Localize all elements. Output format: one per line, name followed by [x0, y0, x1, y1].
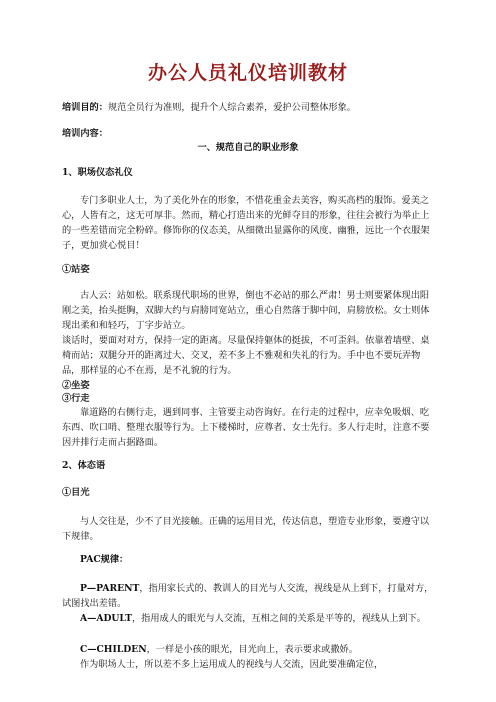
heading-1: 1、职场仪态礼仪 — [62, 167, 133, 178]
pac-adult-term: A—ADULT — [80, 613, 132, 624]
paragraph-1: 专门多职业人士，为了美化外在的形象，不惜花重金去美容，购买高档的服饰。爱美之心，人皆有之，这无可厚非。然而，精心打造出来的光鲜夺目的形象，往往会被行为举止上的一些差错而完全粉碎。修饰你的仪态美，从细微出显露你的风度、幽雅，远比一个衣服架子，更加赏心悦目！ — [62, 195, 430, 251]
heading-2: 2、体态语 — [62, 460, 106, 471]
goal-text: 规范全员行为准则，提升个人综合素养，爱护公司整体形象。 — [107, 102, 356, 113]
sub-heading-standing: ①站姿 — [62, 264, 90, 275]
goal-label: 培训目的： — [62, 102, 108, 113]
training-goal — [62, 100, 436, 115]
pac-parent — [62, 581, 436, 611]
pac-parent-text: ，指用家长式的、教训人的目光与人交流，视线是从上到下，打量对方，试图找出差错。 — [62, 583, 434, 609]
paragraph-5: 与人交往是，少不了目光接触。正确的运用目光，传达信息，塑造专业形象，要遵守以下规律。 — [62, 516, 430, 542]
pac-child — [62, 642, 436, 657]
paragraph-3: 谈话时，要面对对方，保持一定的距离。尽量保持躯体的挺拔，不可歪斜。依靠着墙壁、桌椅而站；双腿分开的距离过大、交叉，差不多上不雅观和失礼的行为。手中也不要玩弄物品，那样显的心不在焉，是不礼貌的行为。 — [62, 335, 430, 376]
section1-heading: 一、规范自己的职业形象 — [197, 142, 299, 153]
sub-heading-walking: ③行走 — [62, 393, 90, 404]
pac-adult-text: ，指用成人的眼光与人交流，互相之间的关系是平等的，视线从上到下。 — [131, 613, 426, 624]
sub-heading-sitting: ②坐姿 — [62, 380, 90, 391]
paragraph-4: 靠道路的右侧行走，遇到同事、主管要主动咨询好。在行走的过程中，应幸免吸烟、吃东西、吹口哨、整理衣服等行为。上下楼梯时，应尊者、女士先行。多人行走时，注意不要因并排行走而占据路面。 — [62, 407, 430, 448]
content-label: 培训内容： — [62, 128, 108, 139]
pac-label: PAC规律： — [80, 554, 129, 565]
paragraph-6: 作为职场人士，所以差不多上运用成人的视线与人交流，因此要准确定位， — [80, 659, 384, 670]
sub-heading-eye-contact: ①目光 — [62, 487, 90, 498]
pac-adult — [62, 611, 436, 626]
pac-child-text: ，一样是小孩的眼光，目光向上，表示要求或撒娇。 — [146, 644, 358, 655]
pac-child-term: C—CHILDEN — [80, 644, 147, 655]
document-title: 办公人员礼仪培训教材 — [147, 62, 348, 84]
pac-parent-term: P—PARENT — [80, 583, 140, 594]
paragraph-2: 古人云：站如松。联系现代职场的世界，倒也不必站的那么严肃！男士则要紧体现出阳刚之美，抬头挺胸，双脚大约与肩膀同宽站立，重心自然落于脚中间，肩膀放松。女士则体现出柔和和轻巧，丁字步站立。 — [62, 290, 430, 331]
